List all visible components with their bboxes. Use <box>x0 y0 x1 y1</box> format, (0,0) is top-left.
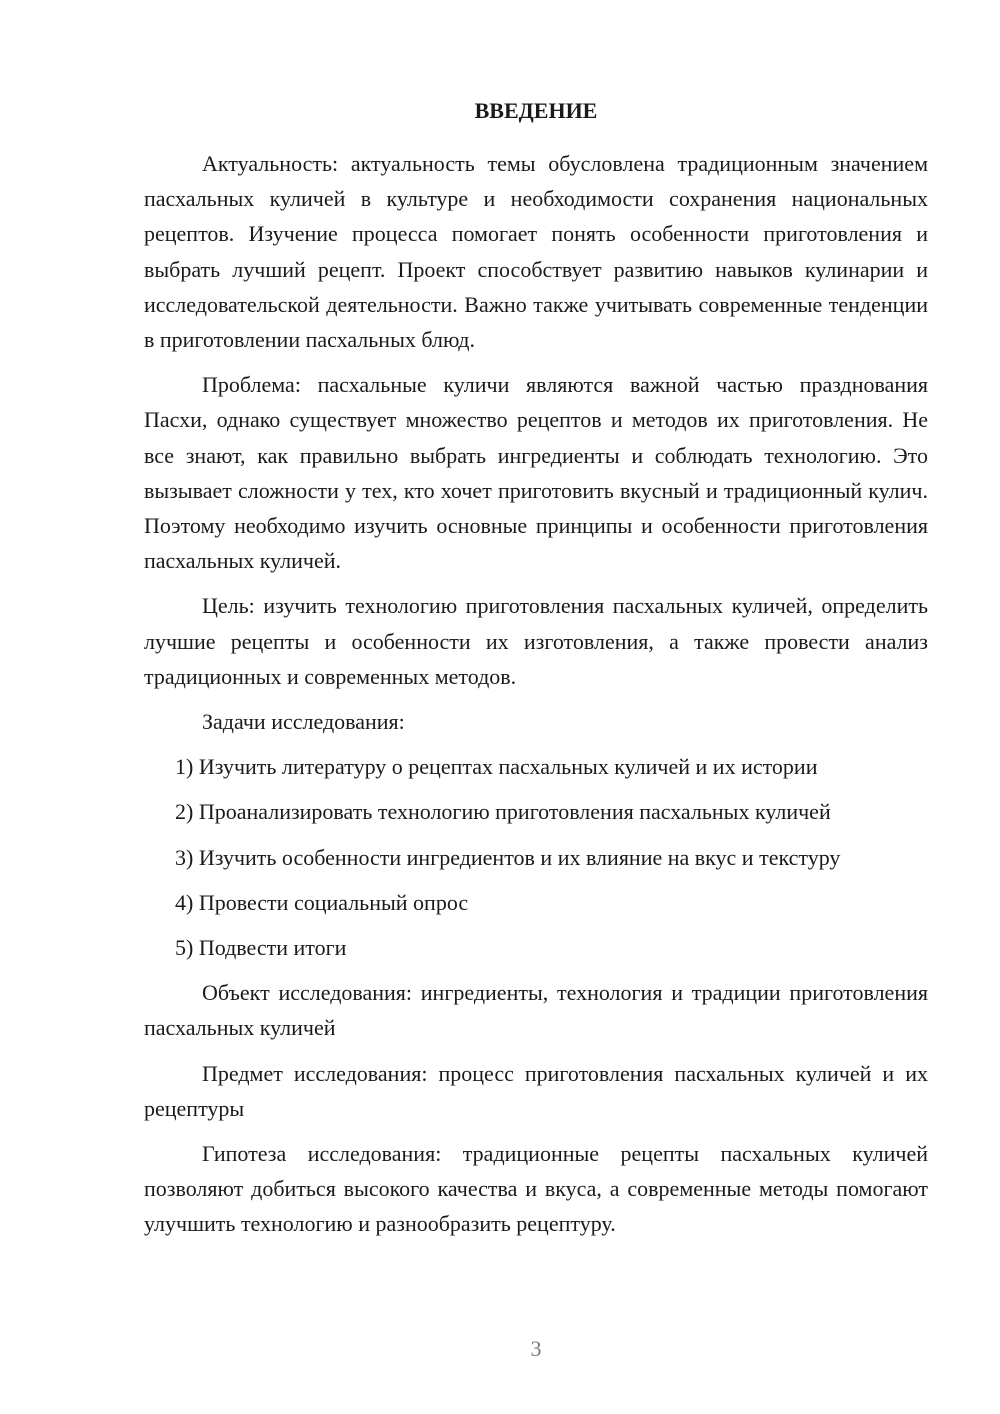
page-number: 3 <box>530 1336 542 1361</box>
tasks-list <box>144 749 928 965</box>
tasks-heading: Задачи исследования: <box>202 709 405 735</box>
task-item: 3) Изучить особенности ингредиентов и их влияние на вкус и текстуру <box>175 844 841 870</box>
paragraph-relevance: Актуальность: актуальность темы обусловлена традиционным значением пасхальных куличей в культуре и необходимости сохранения национальных рецептов. Изучение процесса помогает понять особенности приготовления и выбрать лучший рецепт. Проект способствует развитию навыков кулинарии и исследовательской деятельности. Важно также учитывать современные тенденции в приготовлении пасхальных блюд. <box>144 151 928 353</box>
task-item: 4) Провести социальный опрос <box>175 889 469 915</box>
document-page <box>144 96 928 1252</box>
paragraph-goal: Цель: изучить технологию приготовления пасхальных куличей, определить лучшие рецепты и особенности их изготовления, а также провести анализ традиционных и современных методов. <box>144 593 928 689</box>
paragraph-object: Объект исследования: ингредиенты, технология и традиции приготовления пасхальных куличей <box>144 980 928 1041</box>
paragraph-hypothesis: Гипотеза исследования: традиционные рецепты пасхальных куличей позволяют добиться высокого качества и вкуса, а современные методы помогают улучшить технологию и разнообразить рецептуру. <box>144 1141 928 1237</box>
task-item: 2) Проанализировать технологию приготовления пасхальных куличей <box>175 799 831 825</box>
paragraph-problem: Проблема: пасхальные куличи являются важной частью празднования Пасхи, однако существует множество рецептов и методов их приготовления. Не все знают, как правильно выбрать ингредиенты и соблюдать технологию. Это вызывает сложности у тех, кто хочет приготовить вкусный и традиционный кулич. Поэтому необходимо изучить основные принципы и особенности приготовления пасхальных куличей. <box>144 372 928 574</box>
paragraph-subject: Предмет исследования: процесс приготовления пасхальных куличей и их рецептуры <box>144 1060 928 1121</box>
task-item: 5) Подвести итоги <box>175 935 347 961</box>
section-title: ВВЕДЕНИЕ <box>474 98 598 123</box>
task-item: 1) Изучить литературу о рецептах пасхальных куличей и их истории <box>175 754 818 780</box>
